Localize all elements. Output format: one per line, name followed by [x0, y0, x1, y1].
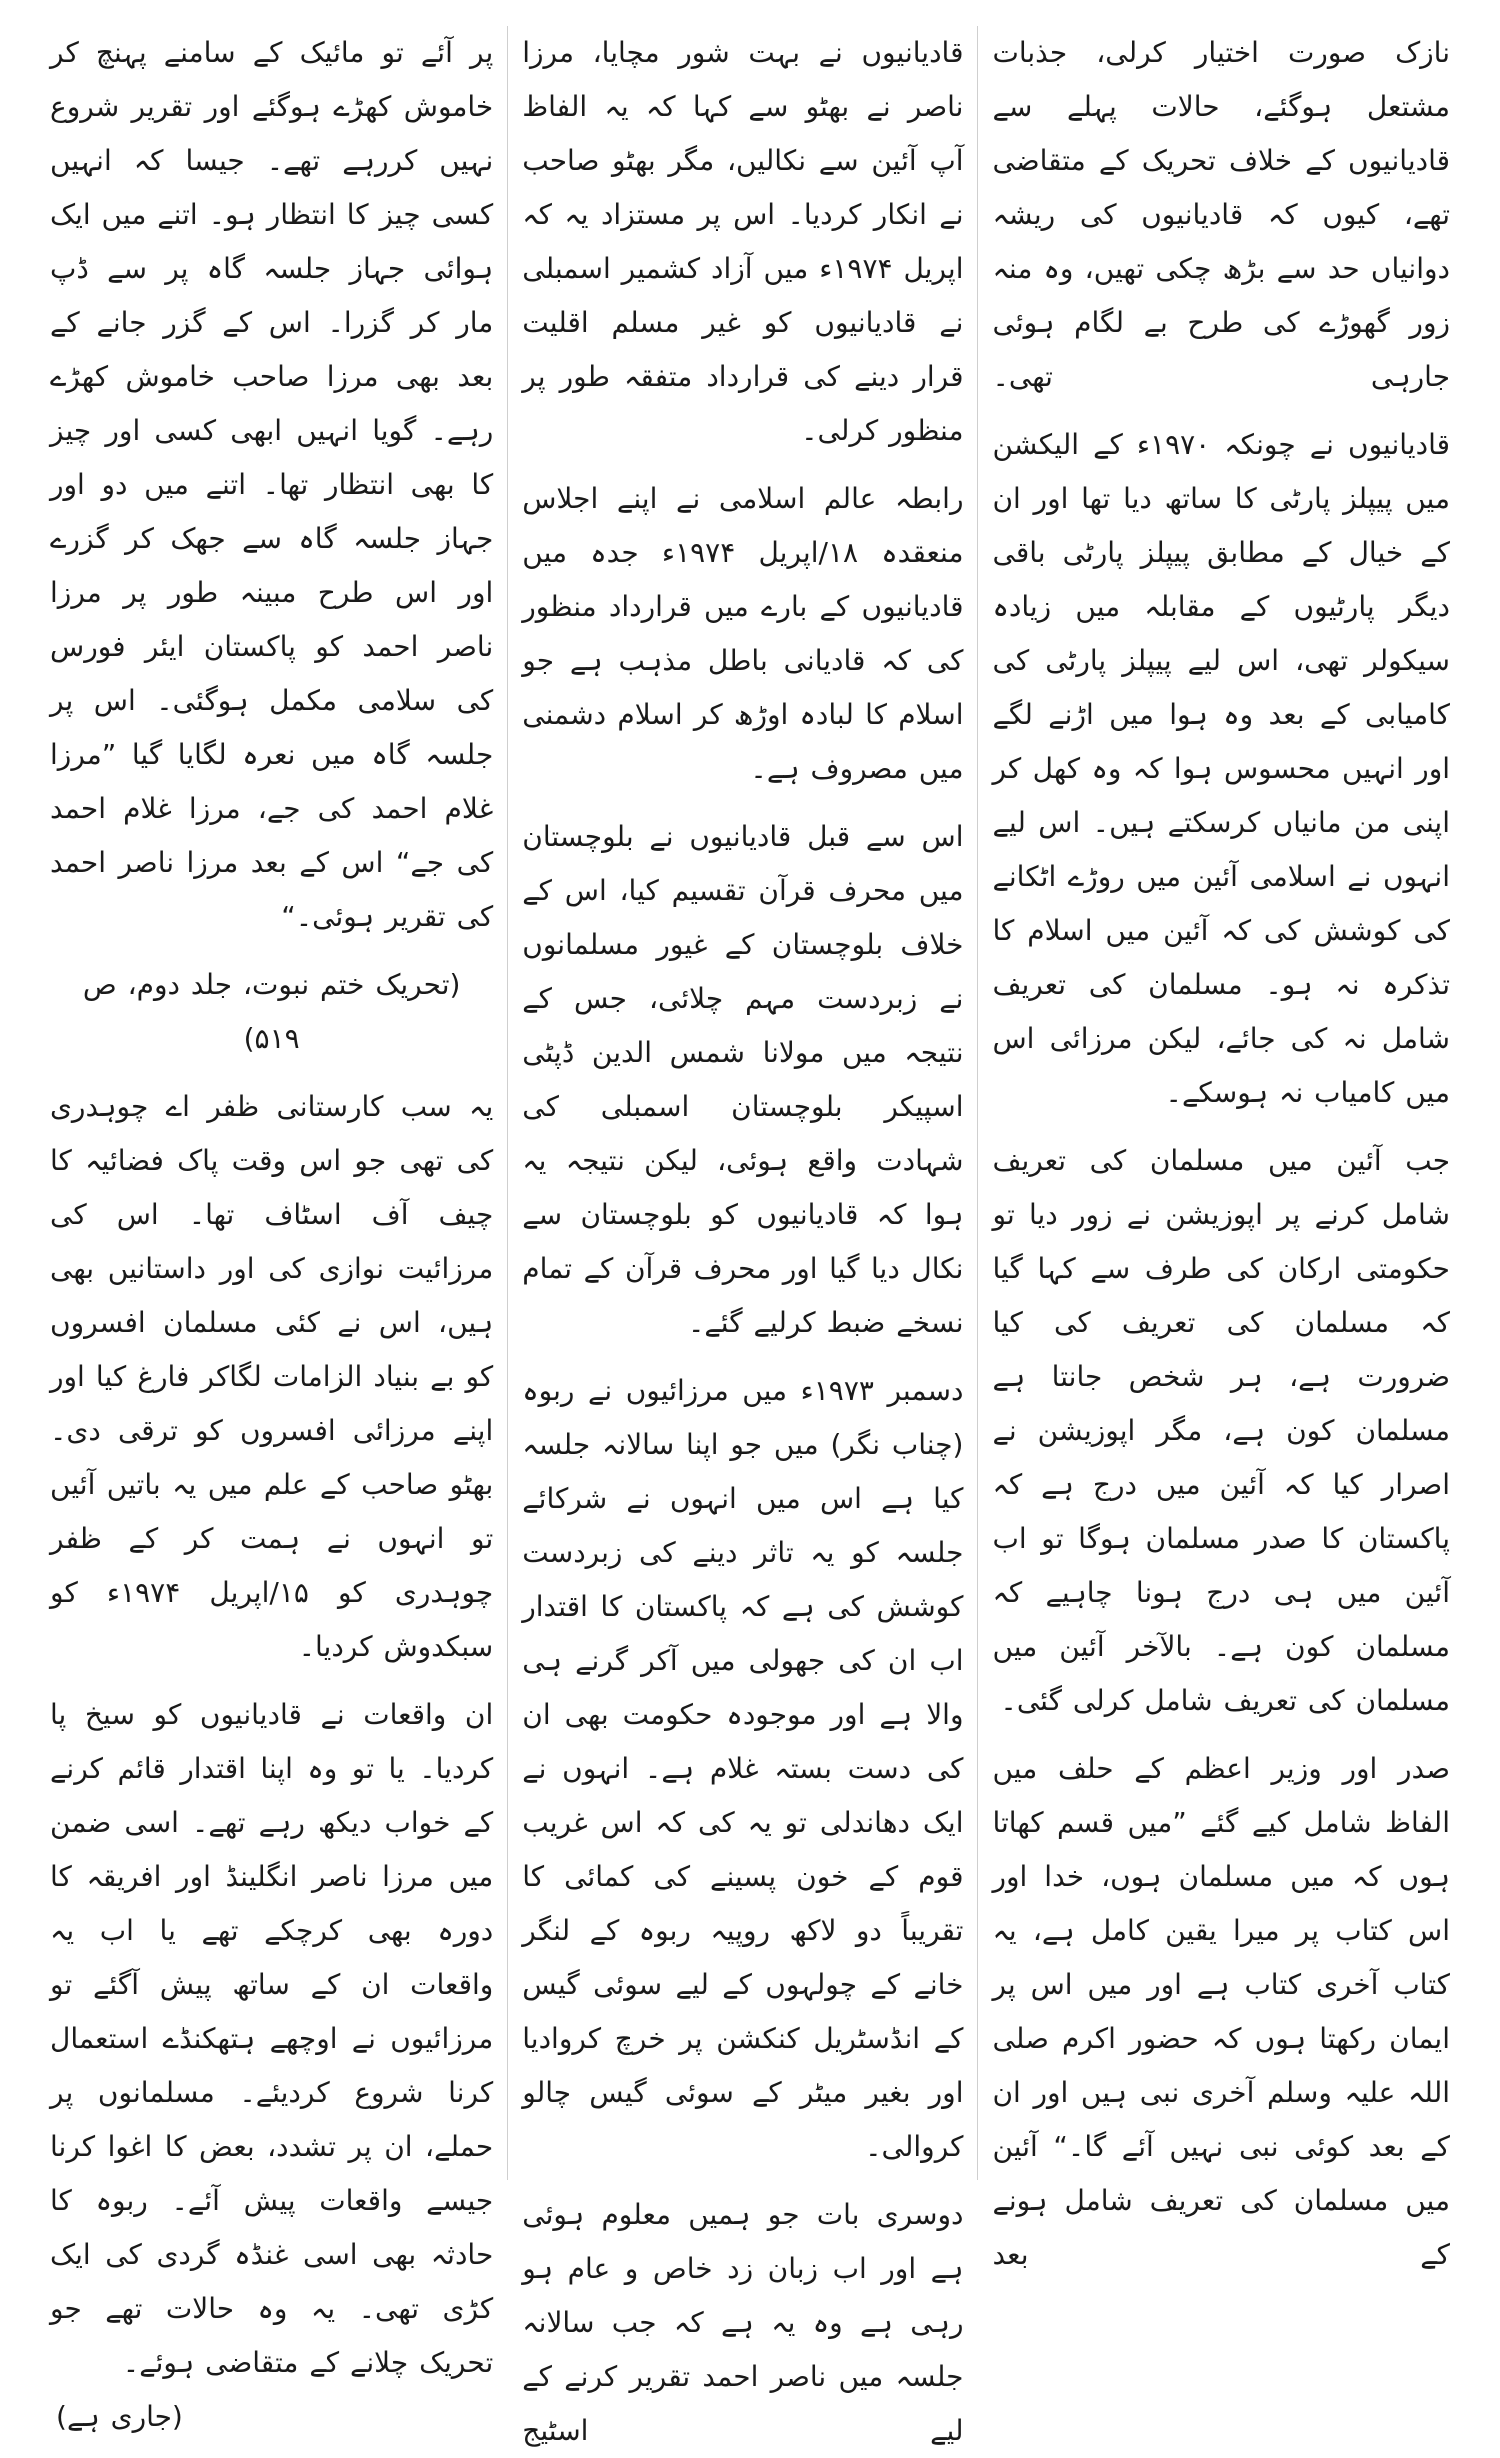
- citation: (تحریک ختم نبوت، جلد دوم، ص ۵۱۹): [82, 968, 461, 1055]
- paragraph: قادیانیوں نے چونکہ ۱۹۷۰ء کے الیکشن میں پیپلز پارٹی کا ساتھ دیا تھا اور ان کے خیال کے مطابق پیپلز پارٹی باقی دیگر پارٹیوں کے مقابلہ میں زیادہ سیکولر تھی، اس لیے پیپلز پارٹی کی کامیابی کے بعد وہ ہوا میں اڑنے لگے اور انہیں محسوس ہوا کہ وہ کھل کر اپنی من مانیاں کرسکتے ہیں۔ اس لیے انہوں نے اسلامی آئین میں روڑے اٹکانے کی کوشش کی کہ آئین میں اسلام کا تذکرہ نہ ہو۔ مسلمان کی تعریف شامل نہ کی جائے، لیکن مرزائی اس میں کامیاب نہ ہوسکے۔: [992, 428, 1450, 1109]
- column-left: [36, 26, 507, 2433]
- paragraph: جب آئین میں مسلمان کی تعریف شامل کرنے پر اپوزیشن نے زور دیا تو حکومتی ارکان کی طرف سے کہا گیا کہ مسلمان کی تعریف کی کیا ضرورت ہے، ہر شخص جانتا ہے مسلمان کون ہے، مگر اپوزیشن نے اصرار کیا کہ آئین میں درج ہے کہ پاکستان کا صدر مسلمان ہوگا تو اب آئین میں ہی درج ہونا چاہیے کہ مسلمان کون ہے۔ بالآخر آئین میں مسلمان کی تعریف شامل کرلی گئی۔: [992, 1144, 1450, 1717]
- paragraph: [50, 1688, 494, 2433]
- paragraph-text: ان واقعات نے قادیانیوں کو سیخ پا کردیا۔ یا تو وہ اپنا اقتدار قائم کرنے کے خواب دیکھ رہے تھے۔ اسی ضمن میں مرزا ناصر انگلینڈ اور افریقہ کا دورہ بھی کرچکے تھے یا اب یہ واقعات ان کے ساتھ پیش آگئے تو مرزائیوں نے اوچھے ہتھکنڈے استعمال کرنا شروع کردیئے۔ مسلمانوں پر حملے، ان پر تشدد، بعض کا اغوا کرنا جیسے واقعات پیش آئے۔ ربوہ کا حادثہ بھی اسی غنڈہ گردی کی ایک کڑی تھی۔ یہ وہ حالات تھے جو تحریک چلانے کے متقاضی ہوئے۔: [50, 1698, 494, 2379]
- paragraph: دسمبر ۱۹۷۳ء میں مرزائیوں نے ربوہ (چناب نگر) میں جو اپنا سالانہ جلسہ کیا ہے اس میں انہوں نے شرکائے جلسہ کو یہ تاثر دینے کی زبردست کوشش کی ہے کہ پاکستان کا اقتدار اب ان کی جھولی میں آکر گرنے ہی والا ہے اور موجودہ حکومت بھی ان کی دست بستہ غلام ہے۔ انہوں نے ایک دھاندلی تو یہ کی کہ اس غریب قوم کے خون پسینے کی کمائی کا تقریباً دو لاکھ روپیہ ربوہ کے لنگر خانے کے چولہوں کے لیے سوئی گیس کے انڈسٹریل کنکشن پر خرچ کروادیا اور بغیر میٹر کے سوئی گیس چالو کروالی۔: [522, 1374, 964, 2163]
- paragraph: صدر اور وزیر اعظم کے حلف میں الفاظ شامل کیے گئے ”میں قسم کھاتا ہوں کہ میں مسلمان ہوں، خدا اور اس کتاب پر میرا یقین کامل ہے، یہ کتاب آخری کتاب ہے اور میں اس پر ایمان رکھتا ہوں کہ حضور اکرم صلی اللہ علیہ وسلم آخری نبی ہیں اور ان کے بعد کوئی نبی نہیں آئے گا۔“ آئین میں مسلمان کی تعریف شامل ہونے کے بعد: [992, 1752, 1450, 2271]
- column-right: [978, 26, 1464, 2271]
- text-columns: [36, 26, 1464, 2447]
- paragraph: رابطہ عالم اسلامی نے اپنے اجلاس منعقدہ ۱۸/اپریل ۱۹۷۴ء جدہ میں قادیانیوں کے بارے میں قرارداد منظور کی کہ قادیانی باطل مذہب ہے جو اسلام کا لبادہ اوڑھ کر اسلام دشمنی میں مصروف ہے۔: [522, 482, 964, 785]
- paragraph: نازک صورت اختیار کرلی، جذبات مشتعل ہوگئے، حالات پہلے سے قادیانیوں کے خلاف تحریک کے متقاضی تھے، کیوں کہ قادیانیوں کی ریشہ دوانیاں حد سے بڑھ چکی تھیں، وہ منہ زور گھوڑے کی طرح بے لگام ہوئی جارہی تھی۔: [992, 36, 1450, 393]
- paragraph: اس سے قبل قادیانیوں نے بلوچستان میں محرف قرآن تقسیم کیا، اس کے خلاف بلوچستان کے غیور مسلمانوں نے زبردست مہم چلائی، جس کے نتیجہ میں مولانا شمس الدین ڈپٹی اسپیکر بلوچستان اسمبلی کی شہادت واقع ہوئی، لیکن نتیجہ یہ ہوا کہ قادیانیوں کو بلوچستان سے نکال دیا گیا اور محرف قرآن کے تمام نسخے ضبط کرلیے گئے۔: [522, 820, 964, 1339]
- paragraph: پر آئے تو مائیک کے سامنے پہنچ کر خاموش کھڑے ہوگئے اور تقریر شروع نہیں کررہے تھے۔ جیسا کہ انہیں کسی چیز کا انتظار ہو۔ اتنے میں ایک ہوائی جہاز جلسہ گاہ پر سے ڈپ مار کر گزرا۔ اس کے گزر جانے کے بعد بھی مرزا صاحب خاموش کھڑے رہے۔ گویا انہیں ابھی کسی اور چیز کا بھی انتظار تھا۔ اتنے میں دو اور جہاز جلسہ گاہ سے جھک کر گزرے اور اس طرح مبینہ طور پر مرزا ناصر احمد کو پاکستان ایئر فورس کی سلامی مکمل ہوگئی۔ اس پر جلسہ گاہ میں نعرہ لگایا گیا ”مرزا غلام احمد کی جے، مرزا غلام احمد کی جے“ اس کے بعد مرزا ناصر احمد کی تقریر ہوئی۔“: [50, 36, 494, 933]
- paragraph: یہ سب کارستانی ظفر اے چوہدری کی تھی جو اس وقت پاک فضائیہ کا چیف آف اسٹاف تھا۔ اس کی مرزائیت نوازی کی اور داستانیں بھی ہیں، اس نے کئی مسلمان افسروں کو بے بنیاد الزامات لگاکر فارغ کیا اور اپنے مرزائی افسروں کو ترقی دی۔ بھٹو صاحب کے علم میں یہ باتیں آئیں تو انہوں نے ہمت کر کے ظفر چوہدری کو ۱۵/اپریل ۱۹۷۴ء کو سبکدوش کردیا۔: [50, 1090, 494, 1663]
- continued-label: (جاری ہے): [56, 2400, 183, 2433]
- paragraph: قادیانیوں نے بہت شور مچایا، مرزا ناصر نے بھٹو سے کہا کہ یہ الفاظ آپ آئین سے نکالیں، مگر بھٹو صاحب نے انکار کردیا۔ اس پر مستزاد یہ کہ اپریل ۱۹۷۴ء میں آزاد کشمیر اسمبلی نے قادیانیوں کو غیر مسلم اقلیت قرار دینے کی قرارداد متفقہ طور پر منظور کرلی۔: [522, 36, 964, 447]
- column-middle: [507, 26, 978, 2447]
- paragraph: دوسری بات جو ہمیں معلوم ہوئی ہے اور اب زبان زد خاص و عام ہو رہی ہے وہ یہ ہے کہ جب سالانہ جلسہ میں ناصر احمد تقریر کرنے کے لیے اسٹیج: [522, 2198, 964, 2447]
